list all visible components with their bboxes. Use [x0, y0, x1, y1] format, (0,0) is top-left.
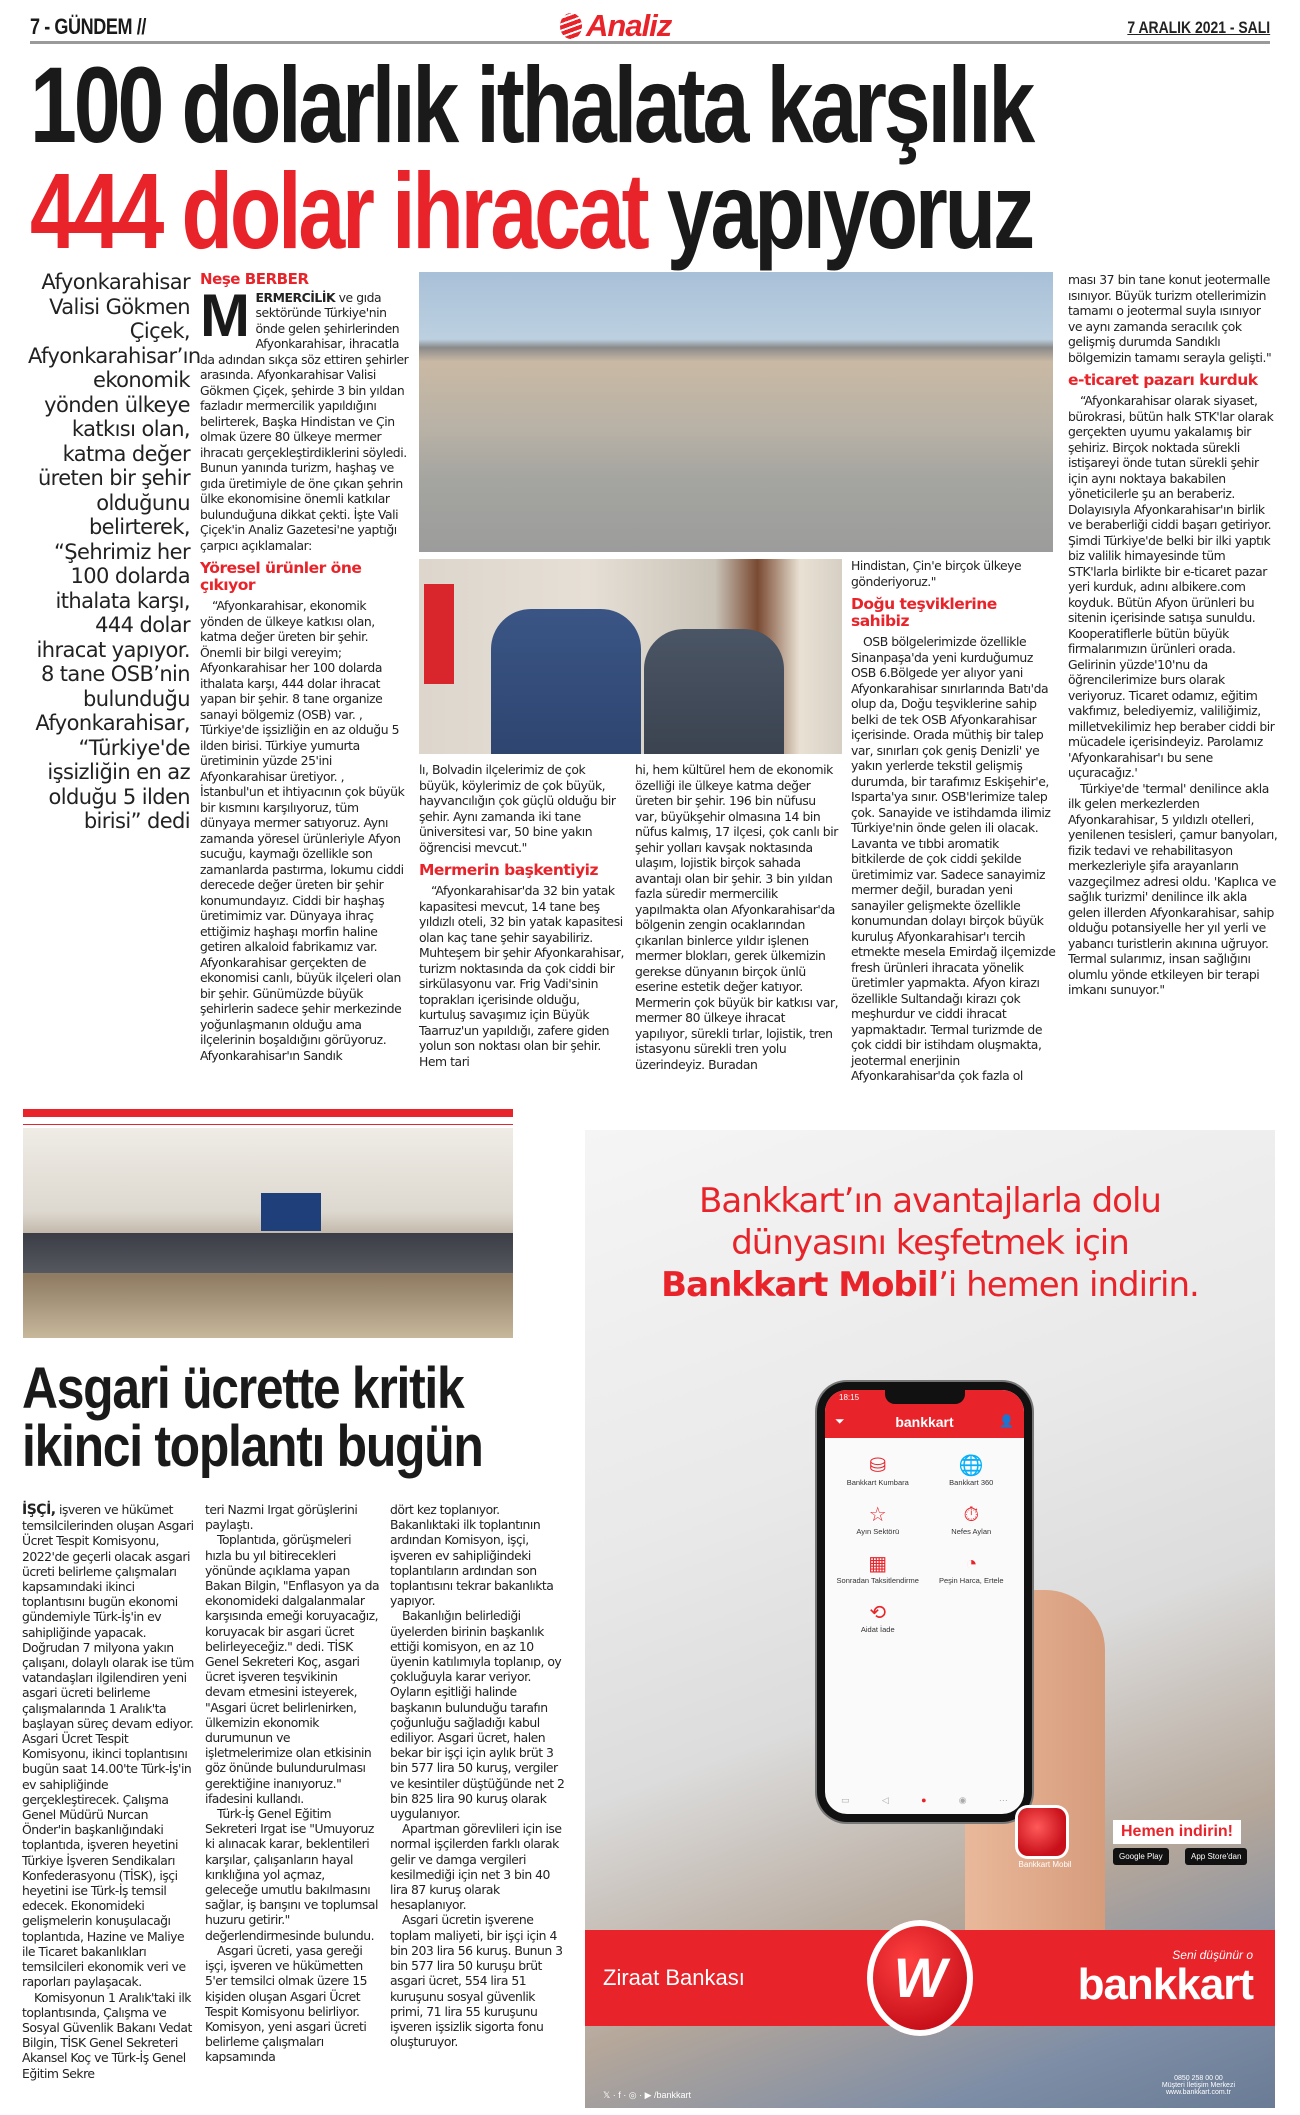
article2-column-3 — [390, 1502, 570, 2049]
bankkart-app-icon — [1018, 1808, 1066, 1856]
clock-icon: ◔ — [965, 1553, 978, 1575]
article-column-2 — [419, 762, 624, 1069]
subheading-dogu: Doğu teşviklerine sahibiz — [851, 595, 997, 630]
headline-line-2 — [30, 150, 1032, 271]
tile-aidat: ⟲ Aidat İade — [831, 1601, 925, 1634]
paragraph: dört kez toplanıyor. Bakanlıktaki ilk toplantının ardından Komisyon, işçi, işveren ev sahipliğindeki toplantıların ardından son toplantısını tekrar bakanlıkta yapıyor. — [390, 1502, 554, 1609]
article-column-5 — [1068, 272, 1278, 998]
coins-icon: ⛁ — [869, 1455, 887, 1477]
paragraph: Toplantıda, görüşmeleri hızla bu yıl bitirecekleri yönünde açıklama yapan Bakan Bilgin, "Enflasyon ya da ekonomideki dalgalanmalar karşısında emeği koruyacağız, koruyacak bir asgari ücret belirleyeceğiz." dedi. TİSK Genel Sekreteri Koç, asgari ücret işveren teşvikinin devam etmesini isteyerek, "Asgari ücret belirlenirken, ülkemizin ekonomik durumunun ve işletmelerimize olan etkisinin göz önünde bulundurulması gerektiğine inanıyoruz." ifadesini kullandı. — [205, 1532, 380, 1806]
article2-column-2 — [205, 1502, 380, 2065]
nav-profile-icon: ◉ — [958, 1795, 967, 1805]
tile-pesin: ◔ Peşin Harca, Ertele — [925, 1552, 1019, 1585]
lead-word: İŞÇİ, — [22, 1502, 56, 1518]
app-bottom-nav — [825, 1795, 1024, 1806]
social-links: 𝕏 · f · ◎ · ▶ /bankkart — [603, 2090, 692, 2100]
nav-campaign-icon: ◁ — [881, 1795, 889, 1805]
osb-aerial-photo — [419, 272, 1053, 552]
bankkart-wordmark: bankkart — [1077, 1960, 1253, 2009]
phone-screen — [825, 1390, 1024, 1814]
paragraph: Komisyonun 1 Aralık'taki ilk toplantısında, Çalışma ve Sosyal Güvenlik Bakanı Vedat Bilgin, TİSK Genel Sekreteri Akansel Koç ve Türk-İş Genel Eğitim Sekre — [22, 1989, 192, 2081]
person-reporter — [644, 629, 784, 754]
section-divider — [23, 1109, 513, 1117]
app-brand: bankkart — [895, 1414, 954, 1430]
paragraph: Bakanlığın belirlediği üyelerden birinin başkanlık ettiği komisyon, en az 10 üyenin katılımıyla toplanıp, oy çokluğuyla karar veriyor. Oyların eşitliği halinde başkanın bulunduğu tarafın çoğunluğu sağladığı kabul ediliyor. Asgari ücret, halen bekar bir işçi için aylık brüt 3 bin 577 lira 50 kuruş, vergiler ve kesintiler düştüğünde net 2 bin 825 lira 90 kuruş olarak uygulanıyor. — [390, 1608, 565, 1822]
download-cta[interactable]: Hemen indirin! — [1113, 1820, 1241, 1844]
filter-icon: ⏷ — [835, 1414, 845, 1428]
headline-red-part: 444 dolar ihracat — [30, 150, 647, 271]
google-play-badge[interactable]: Google Play — [1113, 1848, 1169, 1865]
contact-center: 0850 258 00 00 Müşteri İletişim Merkezi www.bankkart.com.tr — [1161, 2075, 1235, 2096]
paragraph: ması 37 bin tane konut jeotermalle ısınıyor. Büyük turizm otellerimizin tamamı o jeotermal suyla ısınıyor ve aynı zamanda seracılık çok gelişmiş durumda Sandıklı bölgemizin tamamı serayla gelişti." — [1068, 272, 1272, 365]
paragraph: Apartman görevlileri için ise normal işçilerden farklı olarak gelir ve damga vergileri kesilmediği için net 3 bin 40 lira 87 kuruş olarak hesaplanıyor. — [390, 1821, 562, 1913]
paragraph: Hindistan, Çin'e birçok ülkeye gönderiyoruz." — [851, 558, 1022, 589]
article-column-3 — [635, 762, 840, 1072]
logo-text: Analiz — [586, 8, 672, 43]
phone-notch — [885, 1390, 965, 1404]
article-column-1 — [200, 272, 410, 1063]
byline: Neşe BERBER — [200, 270, 309, 288]
bankkart-advertisement[interactable] — [585, 1130, 1275, 2108]
tile-360: 🌐 Bankkart 360 — [925, 1454, 1019, 1487]
paragraph: Türk-İş Genel Eğitim Sekreteri Irgat ise "Umuyoruz ki alınacak karar, beklentileri karşılar, çalışanların hayal kırıklığına yol açmaz, geleceğe umutlu bakılmasını sağlar, iş barışını ve toplumsal huzuru getirir." değerlendirmesinde bulundu. — [205, 1806, 378, 1943]
paragraph: OSB bölgelerimizde özellikle Sinanpaşa'da yeni kurduğumuz OSB 6.Bölgede yer alıyor yani Afyonkarahisar sınırlarında Batı'da olup da, Doğu teşviklerine sahip belki de tek OSB Afyonkarahisar içerisinde. Orada müthiş bir talep var, sınırları çok geniş Denizli' ye yakın yerlerde tekstil gelişmiş durumda, bir tarafımız Eskişehir'e, Isparta'ya sınır. OSB'lerimize talep çok. Sanayide ve istihdamda ilimiz Türkiye'nin önde gelen ili olacak. Lavanta ve tıbbi aromatik bitkilerde de çok ciddi şekilde üretimimiz var. Sadece sanayimiz mermer değil, buradan yeni sanayiler gelişmekte özellikle konumundan dolayı birçok büyük kuruluş Afyonkarahisar'ı tercih etmekte mesela Emirdağ ilçemizde fresh ürünleri ihracata yönelik üretimler yapmakta. Afyon kirazı özellikle Sultandağı kirazı çok meşhurdur ve ciddi ihracat yapmaktadır. Termal turizmde de çok ciddi bir istihdam oluşmakta, jeotermal enerjinin Afyonkarahisar'da çok fazla ol — [851, 634, 1056, 1083]
subheading-mermer: Mermerin başkentiyiz — [419, 861, 599, 879]
masthead — [30, 8, 1270, 44]
newspaper-logo — [560, 8, 671, 44]
refund-icon: ⟲ — [869, 1602, 887, 1624]
governor-interview-photo — [419, 559, 842, 754]
article-column-4 — [851, 558, 1056, 1084]
ziraat-logo: Ziraat Bankası — [603, 1965, 745, 1990]
paragraph: Türkiye'de 'termal' denilince akla ilk gelen merkezlerden Afyonkarahisar, 5 yıldızlı otelleri, yenilenen tesisleri, çamur banyoları, fizik tedavi ve rehabilitasyon merkezleriyle şifa arayanların vazgeçilmez adresi oldu. 'Kaplıca ve sağlık turizmi' denilince ilk akla gelen illerden Afyonkarahisar, sahip olduğu potansiyelle her yıl yerli ve yabancı turistlerin akınına uğruyor. Termal sularımız, insan sağlığını olumlu yönde etkileyen bir terapi imkanı sunuyor." — [1068, 780, 1278, 997]
nav-more-icon: ⋯ — [998, 1795, 1008, 1805]
article2-headline-line-2: ikinci toplantı bugün — [22, 1414, 483, 1479]
article-spot: Afyonkarahisar Valisi Gökmen Çiçek, Afyonkarahisar’ın ekonomik yönden ülkeye katkısı olan, katma değer üreten bir şehir olduğunu belirterek, “Şehrimiz her 100 dolarda ithalata karşı, 444 dolar ihracat yapıyor. 8 tane OSB’nin bulunduğu Afyonkarahisar, “Türkiye'de işsizliğin en az olduğu 5 ilden birisi” dedi — [28, 270, 201, 833]
drop-cap: M — [200, 281, 250, 349]
social-icons: 𝕏 · f · ◎ · ▶ — [603, 2090, 655, 2100]
article2-headline — [22, 1356, 504, 1479]
ad-headline: Bankkart’ın avantajlarla dolu dünyasını keşfetmek için Bankkart Mobil’i hemen indirin. — [661, 1181, 1199, 1305]
brand-band — [585, 1930, 1275, 2026]
paragraph: Asgari ücretin işverene toplam maliyeti, bir işçi için 4 bin 203 lira 56 kuruş. Bunun 3 bin 577 lira 50 kuruşu brüt asgari ücret, 554 lira 51 kuruşunu sosyal güvenlik primi, 71 lira 55 kuruşunu işveren işsizlik sigorta fonu oluşturuyor. — [390, 1912, 563, 2050]
meeting-screen — [261, 1193, 321, 1231]
section-divider-thin — [23, 1124, 513, 1125]
meeting-participants — [23, 1233, 513, 1273]
nav-home-icon: ● — [921, 1795, 927, 1805]
paragraph: “Afyonkarahisar'da 32 bin yatak kapasitesi mevcut, 14 tane beş yıldızlı oteli, 32 bin yatak kapasitesi olan kaç tane şehir sayabiliriz. Muhteşem bir şehir Afyonkarahisar, turizm noktasında da çok ciddi bir sirkülasyonu var. Frig Vadi'sinin toprakları içerisinde olduğu, kurtuluş savaşımız için Büyük Taarruz'un yapıldığı, zafere giden yolun son noktası olan bir şehir. Hem tari — [419, 883, 624, 1069]
tile-nefes: ⏱ Nefes Aylan — [925, 1503, 1019, 1536]
paragraph: hi, hem kültürel hem de ekonomik özelliği ile ülkeye katma değer üreten bir şehir. 196 bin nüfusu var, büyükşehir olmasına 14 bin nüfus kalmış, 17 ilçesi, çok canlı bir şehir yolları kavşak noktasında ulaşım, lojistik birçok sahada avantajı olan bir şehir. 3 bin yıldan fazla süredir mermercilik yapılmakta olan Afyonkarahisar'da bölgenin zengin ocaklarından çıkarılan binlerce yıldır işlenen mermer blokları, gerek ülkemizin gerekse dünyanın birçok ünlü eserine estetik değer katıyor. Mermerin çok büyük bir katkısı var, mermer 80 ülkeye ihracat yapılıyor, sürekli tırlar, lojistik, tren istasyonu sürekli tren yolu üzerindeyiz. Buradan — [635, 762, 839, 1072]
paragraph: lı, Bolvadin ilçelerimiz de çok büyük, köylerimiz de çok büyük, hayvancılığın çok güçlü olduğu bir şehir. Aynı zamanda iki tane üniversitesi var, 50 bine yakın öğrencisi mevcut." — [419, 762, 616, 855]
headline-line-1: 100 dolarlık ithalata karşılık — [30, 44, 1033, 165]
issue-date: 7 ARALIK 2021 - SALI — [1127, 18, 1270, 37]
stopwatch-icon: ⏱ — [963, 1504, 980, 1526]
logo-swirl-icon — [560, 13, 582, 39]
intro-paragraph: MERMERCİLİK ve gıda sektöründe Türkiye'nin önde gelen şehirlerinden Afyonkarahisar, ihracatla da adından sıkça söz ettiren şehirler arasında. Afyonkarahisar Valisi Gökmen Çiçek, şehirde 3 bin yıldan fazladır mermercilik yapıldığını belirterek, Başka Hindistan ve Çin olmak üzere 80 ülkeye mermer ihracatı gerçekleştirdiklerini söyledi. Bunun yanında turizm, haşhaş ve gıda üretimiyle de öne çıkan şehrin ülke ekonomisine önemli katkılar bulunduğuna dikkat çekti. İşte Vali Çiçek'in Analiz Gazetesi'ne yaptığı çarpıcı açıklamalar: — [200, 281, 409, 553]
app-store-badge[interactable]: App Store'dan — [1185, 1848, 1247, 1865]
bankkart-w-logo: W — [867, 1920, 973, 2036]
person-governor — [491, 609, 641, 754]
paragraph: “Afyonkarahisar olarak siyaset, bürokrasi, bütün halk STK'lar olarak gerçekten uyumu yakalamış bir şehiriz. Birçok noktada sürekli istişareyi önde tutan sürekli şehir için aynı noktaya bakabilen yöneticilerle şu an beraberiz. Dolayısıyla Afyonkarahisar'ın birlik ve beraberliği ciddi başarı getiriyor. Şimdi Türkiye'de belki bir ilki yaptık biz valilik himayesinde tüm STK'larla birlikte bir e-ticaret pazar yeri kurduk, adını albikere.com koyduk. Bütün Afyon ürünleri bu sitenin içerisinde satışa sunuldu. Kooperatiflerle bütün büyük firmalarımızın ürünleri orada. Gelirinin yüzde'10'nu da öğrencilerimize burs olarak veriyoruz. Ticaret odamız, eğitim vakfımız, belediyemiz, valiliğimiz, milletvekilimiz hep beraber ciddi bir mücadele içerisindeyiz. Parolamız 'Afyonkarahisar'ı bu sene uçuracağız.' — [1068, 393, 1275, 780]
tile-ayin-sektoru: ☆ Ayın Sektörü — [831, 1503, 925, 1536]
app-header — [825, 1390, 1024, 1438]
commission-meeting-photo — [23, 1128, 513, 1338]
intro-lead-word: ERMERCİLİK — [255, 289, 336, 305]
calendar-icon: ▦ — [868, 1553, 888, 1575]
section-label: 7 - GÜNDEM // — [30, 14, 146, 39]
nav-cards-icon: ▭ — [841, 1795, 850, 1805]
tile-taksit: ▦ Sonradan Taksitlendirme — [831, 1552, 925, 1585]
main-headline — [30, 44, 1033, 271]
slogan: Seni düşünür o — [1172, 1948, 1253, 1962]
headline-black-part: yapıyoruz — [646, 150, 1032, 271]
tile-kumbara: ⛁ Bankkart Kumbara — [831, 1454, 925, 1487]
subheading-yoresel: Yöresel ürünler öne çıkıyor — [200, 559, 362, 594]
app-tiles — [825, 1438, 1024, 1650]
globe-icon: 🌐 — [958, 1455, 984, 1477]
paragraph: Asgari ücreti, yasa gereği işçi, işveren ve hükümetten 5'er temsilci olmak üzere 15 kişiden oluşan Asgari Ücret Tespit Komisyonu belirliyor. Komisyon, yeni asgari ücreti belirleme çalışmaları kapsamında — [205, 1942, 367, 2065]
article2-column-1 — [22, 1502, 197, 2081]
article2-headline-line-1: Asgari ücrette kritik — [22, 1356, 464, 1421]
paragraph: İŞÇİ, işveren ve hükümet temsilcilerinden oluşan Asgari Ücret Tespit Komisyonu, 2022'de geçerli olacak asgari ücreti belirleme çalışmaları kapsamındaki ikinci toplantısını bugün ekonomi gündemiyle Türk-İş'in ev sahipliğinde yapacak. Doğrudan 7 milyona yakın çalışanı, dolaylı olarak ise tüm vatandaşları ilgilendiren yeni asgari ücreti belirleme çalışmalarında 1 Aralık'ta başlayan süreç devam ediyor. Asgari Ücret Tespit Komisyonu, ikinci toplantısını bugün saat 14.00'te Türk-İş'in ev sahipliğinde gerçekleştirecek. Çalışma Genel Müdürü Nurcan Önder'in başkanlığındaki toplantıda, işveren heyetini Türkiye İşveren Sendikaları Konfederasyonu (TİSK), işçi heyetini ise Türk-İş temsil edecek. Ekonomideki gelişmelerin konuşulacağı toplantıda, Hazine ve Maliye ile Ticaret bakanlıkları temsilcileri ekonomik veri ve raporları paylaşacak. — [22, 1502, 194, 1990]
phone-mockup — [817, 1382, 1032, 1822]
paragraph: teri Nazmi Irgat görüşlerini paylaştı. — [205, 1502, 358, 1533]
user-icon: 👤 — [999, 1414, 1014, 1428]
turkish-flag — [424, 584, 454, 684]
headset-icon: 0850 258 00 00 — [1174, 2075, 1223, 2082]
subheading-eticaret: e-ticaret pazarı kurduk — [1068, 371, 1258, 389]
status-time: 18:15 — [839, 1393, 860, 1402]
app-icon-label: Bankkart Mobil — [1018, 1860, 1072, 1869]
paragraph: “Afyonkarahisar, ekonomik yönden de ülkeye katkısı olan, katma değer üreten bir şehir. Önemli bir bilgi vereyim; Afyonkarahisar her 100 dolarda ithalata karşı, 444 dolar ihracat yapan bir şehir. 8 tane organize sanayi bölgemiz (OSB) var. , Türkiye'de işsizliğin en az olduğu 5 ilden birisi. Türkiye yumurta üretiminin yüzde 25'ini Afyonkarahisar üretiyor. , İstanbul'un et ihtiyacının çok büyük bir kısmını karşılıyoruz, tüm dünyaya mermer satıyoruz. Aynı zamanda yöresel ürünleriyle Afyon sucuğu, kaymağı özellikle son zamanlarda pastırma, lokumu ciddi derecede değer üreten bir şehir konumundayız. Ciddi bir haşhaş üretimimiz var. Dünyaya ihraç ettiğimiz haşhaşı morfin haline getiren alkaloid fabrikamız var. Afyonkarahisar gerçekten de ekonomisi canlı, büyük ilçeleri olan bir şehir. Günümüzde büyük şehirlerin sadece şehir merkezinde yoğunlaşmanın olduğu ama ilçelerinin boşaldığını görüyoruz. Afyonkarahisar'ın Sandık — [200, 598, 405, 1063]
badge-star-icon: ☆ — [868, 1504, 887, 1526]
